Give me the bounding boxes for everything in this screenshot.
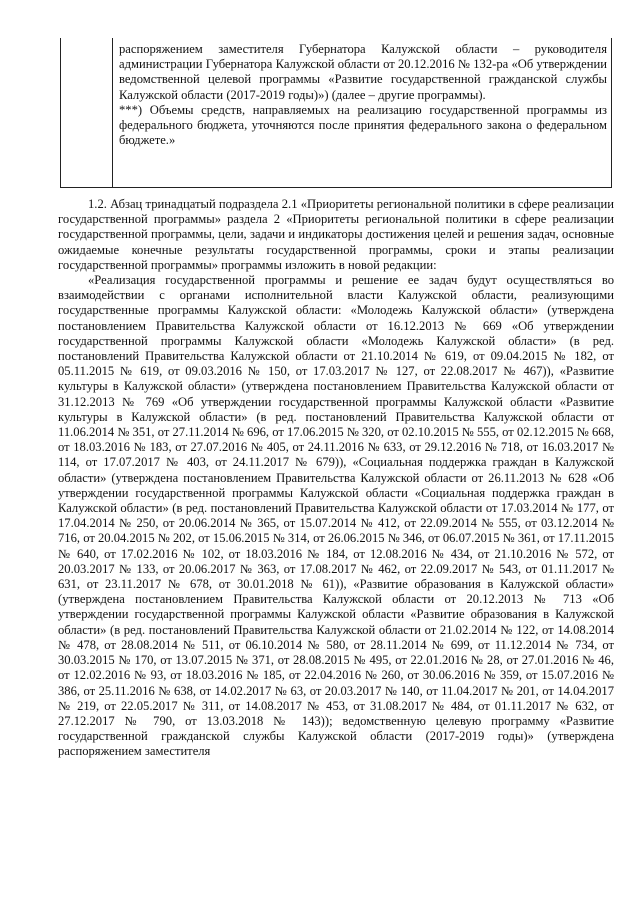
- paragraph-2: «Реализация государственной программы и решение ее задач будут осуществляться во взаимодействии с органами исполнительной власти Калужской области, реализующими государственные программы Калужской области: «Молодежь Калужской области» (утверждена постановлением Правительства Калужской области от 16.12.2013 № 669 «Об утверждении государственной программы Калужской области «Молодежь Калужской области» (в ред. постановлений Правительства Калужской области от 21.10.2014 № 619, от 09.04.2015 № 182, от 05.11.2015 № 619, от 09.03.2016 № 150, от 17.03.2017 № 127, от 22.08.2017 № 467)), «Развитие культуры в Калужской области» (утверждена постановлением Правительства Калужской области от 31.12.2013 № 769 «Об утверждении государственной программы Калужской области «Развитие культуры в Калужской области» (в ред. постановлений Правительства Калужской области от 11.06.2014 № 351, от 27.11.2014 № 696, от 17.06.2015 № 320, от 02.10.2015 № 555, от 02.12.2015 № 668, от 18.03.2016 № 183, от 27.07.2016 № 405, от 24.11.2016 № 633, от 29.12.2016 № 718, от 16.03.2017 № 114, от 17.07.2017 № 403, от 24.11.2017 № 679)), «Социальная поддержка граждан в Калужской области» (утверждена постановлением Правительства Калужской области от 26.11.2013 № 628 «Об утверждении государственной программы Калужской области «Социальная поддержка граждан в Калужской области» (в ред. постановлений Правительства Калужской области от 17.03.2014 № 177, от 17.04.2014 № 250, от 20.06.2014 № 365, от 15.07.2014 № 412, от 22.09.2014 № 555, от 03.12.2014 № 716, от 20.04.2015 № 202, от 15.06.2015 № 314, от 26.06.2015 № 346, от 06.07.2015 № 361, от 17.11.2015 № 640, от 17.02.2016 № 102, от 18.03.2016 № 184, от 12.08.2016 № 434, от 21.10.2016 № 572, от 20.03.2017 № 133, от 20.06.2017 № 363, от 17.08.2017 № 462, от 22.09.2017 № 543, от 01.11.2017 № 631, от 23.11.2017 № 678, от 30.01.2018 № 61)), «Развитие образования в Калужской области» (утверждена постановлением Правительства Калужской области от 20.12.2013 № 713 «Об утверждении государственной программы Калужской области «Развитие образования в Калужской области» (в ред. постановлений Правительства Калужской области от 21.02.2014 № 122, от 14.08.2014 № 478, от 28.08.2014 № 511, от 06.10.2014 № 580, от 28.11.2014 № 699, от 11.12.2014 № 734, от 30.03.2015 № 170, от 13.07.2015 № 371, от 28.08.2015 № 495, от 22.01.2016 № 28, от 27.01.2016 № 46, от 12.02.2016 № 93, от 18.03.2016 № 185, от 22.04.2016 № 260, от 30.06.2016 № 359, от 15.07.2016 № 386, от 25.11.2016 № 638, от 14.02.2017 № 63, от 20.03.2017 № 140, от 11.04.2017 № 201, от 14.04.2017 № 219, от 22.05.2017 № 311, от 14.08.2017 № 453, от 31.08.2017 № 484, от 01.11.2017 № 632, от 27.12.2017 № 790, от 13.03.2018 № 143)); ведомственную целевую программу «Развитие государственной гражданской службы Калужской области (2017-2019 годы)» (утверждена распоряжением заместителя: [58, 273, 614, 759]
- table-right-cell: [119, 42, 607, 148]
- table-cell-footnote: ***) Объемы средств, направляемых на реализацию государственной программы из федерального бюджета, уточняются после принятия федерального закона о федеральном бюджете.»: [119, 102, 607, 148]
- table-fragment: [60, 38, 612, 188]
- body-text: [58, 197, 614, 760]
- table-left-column: [61, 38, 113, 187]
- paragraph-1: 1.2. Абзац тринадцатый подраздела 2.1 «Приоритеты региональной политики в сфере реализации государственной программы» раздела 2 «Приоритеты региональной политики в сфере реализации государственной программы, цели, задачи и индикаторы достижения целей и решения задач, основные ожидаемые конечные результаты государственной программы, сроки и этапы реализации государственной программы» программы изложить в новой редакции:: [58, 197, 614, 272]
- table-cell-paragraph: распоряжением заместителя Губернатора Калужской области – руководителя администрации Губернатора Калужской области от 20.12.2016 № 132-ра «Об утверждении ведомственной целевой программы «Развитие государственной гражданской службы Калужской области (2017-2019 годы)») (далее – другие программы).: [119, 42, 607, 102]
